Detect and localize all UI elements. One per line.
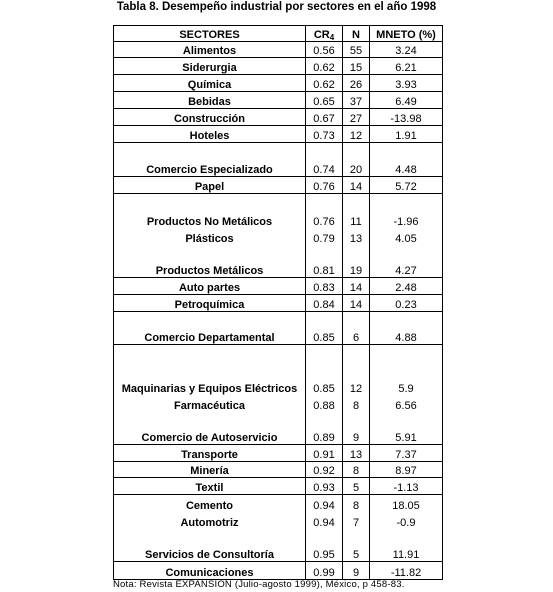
cell-cr4: 0.84 [306, 295, 343, 312]
cell-cr4: 0.88 [306, 395, 343, 412]
cell-sector: Auto partes [114, 278, 306, 295]
table-row [114, 58, 443, 75]
cell-sector: Servicios de Consultoría [114, 529, 306, 562]
cell-cr4: 0.85 [306, 312, 343, 345]
cell-n: 13 [343, 445, 370, 462]
sector-performance-table [113, 25, 443, 580]
cell-sector: Automotriz [114, 512, 306, 529]
cell-n: 9 [343, 562, 370, 580]
table-row [114, 194, 443, 228]
cell-mneto: 5.91 [370, 412, 443, 445]
cell-sector: Farmacéutica [114, 395, 306, 412]
cell-n: 26 [343, 75, 370, 92]
header-sectores: SECTORES [114, 26, 306, 42]
table-row [114, 445, 443, 462]
cell-cr4: 0.76 [306, 177, 343, 194]
table-row [114, 177, 443, 194]
table-body [114, 42, 443, 580]
source-note: Nota: Revista EXPANSION (Julio-agosto 1999), México, p 458-83. [113, 579, 405, 590]
table-row [114, 126, 443, 143]
cell-n: 14 [343, 177, 370, 194]
cell-n: 12 [343, 126, 370, 143]
table-title: Tabla 8. Desempeño industrial por sectores en el año 1998 [116, 1, 437, 13]
cell-n: 9 [343, 412, 370, 445]
cell-sector: Transporte [114, 445, 306, 462]
cell-mneto: 6.21 [370, 58, 443, 75]
cell-mneto: 5.9 [370, 345, 443, 395]
table-row [114, 562, 443, 580]
cell-sector: Bebidas [114, 92, 306, 109]
cell-n: 8 [343, 462, 370, 478]
cell-mneto: 0.23 [370, 295, 443, 312]
cell-mneto: 7.37 [370, 445, 443, 462]
cell-sector: Maquinarias y Equipos Eléctricos [114, 345, 306, 395]
cell-mneto: -13.98 [370, 109, 443, 126]
cell-sector: Plásticos [114, 228, 306, 245]
cell-cr4: 0.89 [306, 412, 343, 445]
cell-n: 12 [343, 345, 370, 395]
cell-n: 6 [343, 312, 370, 345]
cell-sector: Hoteles [114, 126, 306, 143]
cell-n: 13 [343, 228, 370, 245]
cell-cr4: 0.65 [306, 92, 343, 109]
cell-cr4: 0.56 [306, 42, 343, 58]
cell-n: 55 [343, 42, 370, 58]
cell-sector: Alimentos [114, 42, 306, 58]
cell-cr4: 0.74 [306, 143, 343, 177]
cell-n: 8 [343, 495, 370, 512]
cell-cr4: 0.91 [306, 445, 343, 462]
table-row [114, 75, 443, 92]
cell-sector: Cemento [114, 495, 306, 512]
header-cr-subscript: 4 [329, 33, 335, 42]
cell-mneto: -1.96 [370, 194, 443, 228]
cell-cr4: 0.67 [306, 109, 343, 126]
cell-mneto: 4.27 [370, 245, 443, 278]
cell-n: 14 [343, 295, 370, 312]
cell-mneto: -0.9 [370, 512, 443, 529]
table-row [114, 495, 443, 512]
cell-mneto: 4.48 [370, 143, 443, 177]
table-row [114, 42, 443, 58]
cell-mneto: 4.05 [370, 228, 443, 245]
table-row [114, 512, 443, 529]
cell-sector: Textil [114, 478, 306, 495]
cell-sector: Papel [114, 177, 306, 194]
cell-mneto: -1.13 [370, 478, 443, 495]
header-cr4 [306, 26, 343, 42]
cell-cr4: 0.92 [306, 462, 343, 478]
cell-cr4: 0.79 [306, 228, 343, 245]
cell-mneto: 2.48 [370, 278, 443, 295]
cell-n: 5 [343, 478, 370, 495]
cell-sector: Minería [114, 462, 306, 478]
cell-sector: Productos Metálicos [114, 245, 306, 278]
table-row [114, 278, 443, 295]
cell-sector: Construcción [114, 109, 306, 126]
table-row [114, 92, 443, 109]
table-row [114, 412, 443, 445]
cell-sector: Productos No Metálicos [114, 194, 306, 228]
cell-cr4: 0.85 [306, 345, 343, 395]
cell-mneto: 6.56 [370, 395, 443, 412]
table-row [114, 345, 443, 395]
header-mneto: MNETO (%) [370, 26, 443, 42]
cell-cr4: 0.95 [306, 529, 343, 562]
cell-cr4: 0.93 [306, 478, 343, 495]
cell-n: 19 [343, 245, 370, 278]
cell-cr4: 0.83 [306, 278, 343, 295]
cell-n: 7 [343, 512, 370, 529]
cell-n: 20 [343, 143, 370, 177]
cell-n: 14 [343, 278, 370, 295]
table-header-row [114, 26, 443, 42]
table-row [114, 478, 443, 495]
cell-mneto: 4.88 [370, 312, 443, 345]
cell-mneto: 6.49 [370, 92, 443, 109]
cell-sector: Petroquímica [114, 295, 306, 312]
cell-n: 8 [343, 395, 370, 412]
cell-cr4: 0.62 [306, 58, 343, 75]
table-row [114, 109, 443, 126]
cell-n: 15 [343, 58, 370, 75]
cell-n: 37 [343, 92, 370, 109]
table-row [114, 312, 443, 345]
table-row [114, 245, 443, 278]
table-row [114, 529, 443, 562]
cell-n: 27 [343, 109, 370, 126]
cell-mneto: 1.91 [370, 126, 443, 143]
cell-n: 5 [343, 529, 370, 562]
cell-mneto: 8.97 [370, 462, 443, 478]
cell-sector: Comercio Departamental [114, 312, 306, 345]
cell-sector: Comercio de Autoservicio [114, 412, 306, 445]
cell-sector: Siderurgia [114, 58, 306, 75]
table-row [114, 462, 443, 478]
table-row [114, 228, 443, 245]
cell-cr4: 0.94 [306, 512, 343, 529]
header-cr-main: CR [313, 29, 330, 41]
cell-mneto: 3.24 [370, 42, 443, 58]
cell-cr4: 0.81 [306, 245, 343, 278]
cell-cr4: 0.94 [306, 495, 343, 512]
table-row [114, 295, 443, 312]
cell-mneto: 18.05 [370, 495, 443, 512]
cell-mneto: -11.82 [370, 562, 443, 580]
cell-mneto: 5.72 [370, 177, 443, 194]
header-n: N [343, 26, 370, 42]
cell-mneto: 11.91 [370, 529, 443, 562]
cell-cr4: 0.73 [306, 126, 343, 143]
cell-cr4: 0.76 [306, 194, 343, 228]
table-row [114, 143, 443, 177]
cell-sector: Química [114, 75, 306, 92]
cell-cr4: 0.99 [306, 562, 343, 580]
cell-sector: Comunicaciones [114, 562, 306, 580]
table-row [114, 395, 443, 412]
cell-n: 11 [343, 194, 370, 228]
cell-mneto: 3.93 [370, 75, 443, 92]
cell-cr4: 0.62 [306, 75, 343, 92]
cell-sector: Comercio Especializado [114, 143, 306, 177]
